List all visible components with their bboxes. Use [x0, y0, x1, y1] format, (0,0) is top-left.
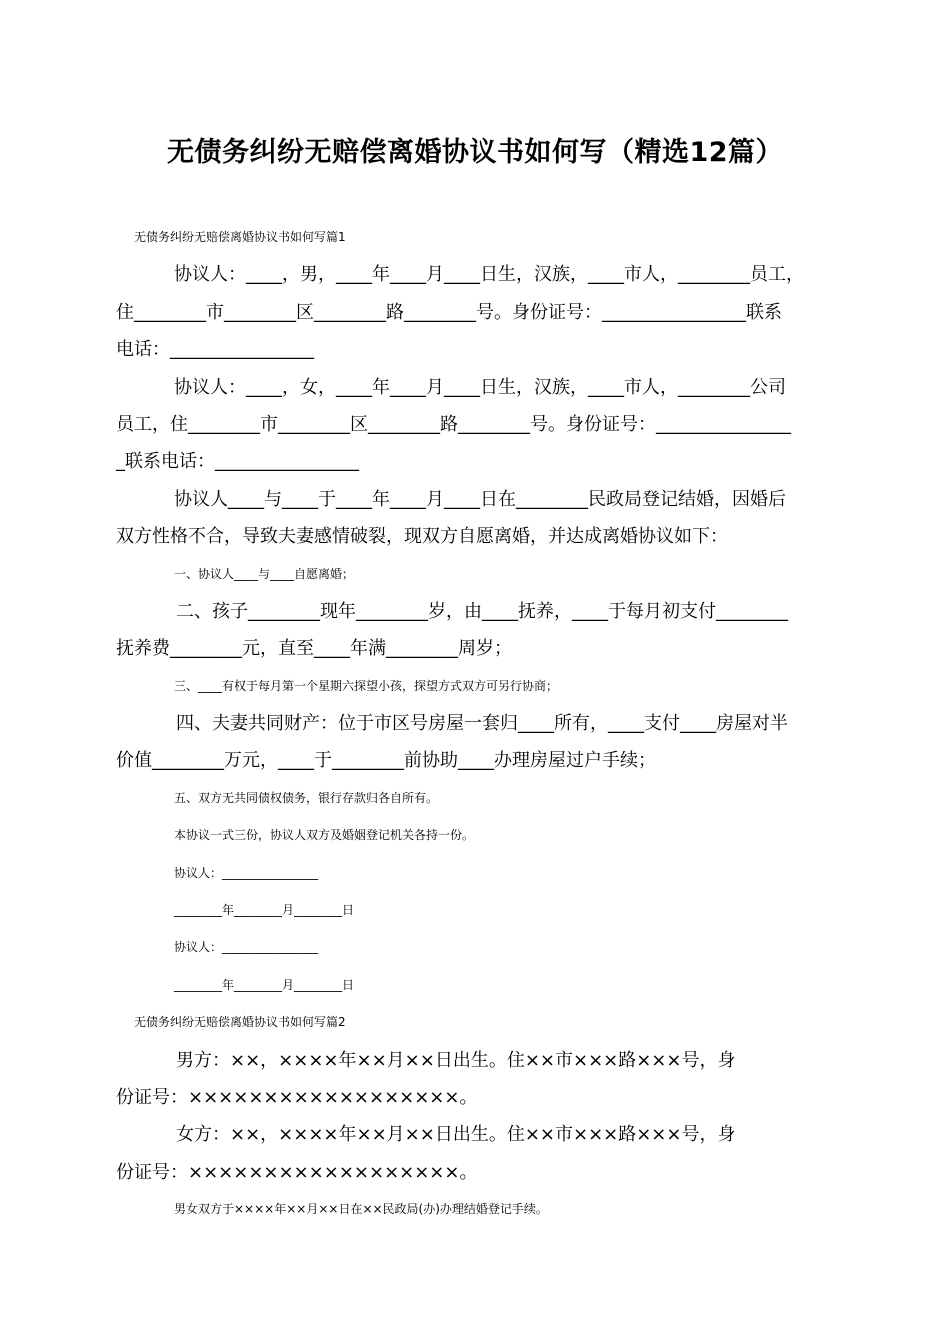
line-text: 协议人：____，男，____年____月____日生，汉族，____市人，________员工， [174, 264, 804, 286]
paragraph-line: 本协议一式三份，协议人双方及婚姻登记机关各持一份。 [174, 828, 475, 843]
paragraph-line: 份证号：××××××××××××××××××。 [116, 1086, 478, 1108]
line-text: 员工，住________市________区________路________号。身份证号：_______________ [116, 413, 791, 435]
paragraph-line [116, 294, 836, 331]
line-text: 四、夫妻共同财产：位于市区号房屋一套归____所有，____支付____房屋对半 [176, 713, 788, 735]
date-line: ________年________月________日 [174, 903, 355, 918]
line-text: 住________市________区________路________号。身份证号：________________联系 [116, 301, 782, 323]
signature-line: 协议人：________________ [174, 940, 319, 955]
line-text: 男方：××，××××年××月××日出生。住××市×××路×××号，身 [176, 1049, 736, 1071]
paragraph-line [116, 1116, 836, 1153]
line-text: 二、孩子________现年________岁，由____抚养，____于每月初支付________ [176, 600, 788, 622]
paragraph-line [116, 406, 836, 443]
clause-line [116, 705, 836, 742]
paragraph-line: 男女双方于××××年××月××日在××民政局(办)办理结婚登记手续。 [174, 1202, 548, 1217]
document-body [116, 219, 836, 1229]
signature-line: 协议人：________________ [174, 865, 319, 880]
clause-line [116, 593, 836, 630]
paragraph-line [116, 1042, 836, 1079]
line-text: 协议人____与____于____年____月____日在________民政局登记结婚，因婚后 [174, 488, 786, 510]
paragraph-line: 双方性格不合，导致夫妻感情破裂，现双方自愿离婚，并达成离婚协议如下： [116, 526, 728, 548]
paragraph-line: 抚养费________元，直至____年满________周岁； [116, 638, 512, 660]
document-title: 无债务纠纷无赔偿离婚协议书如何写（精选12篇） [166, 137, 784, 168]
paragraph-line [116, 256, 836, 293]
clause-line: 一、协议人____与____自愿离婚； [174, 566, 355, 581]
section-heading: 无债务纠纷无赔偿离婚协议书如何写篇2 [134, 1015, 346, 1030]
paragraph-line: _联系电话：________________ [116, 451, 359, 473]
section-heading: 无债务纠纷无赔偿离婚协议书如何写篇1 [134, 230, 346, 244]
line-text: 女方：××，××××年××月××日出生。住××市×××路×××号，身 [176, 1124, 736, 1146]
clause-line: 三、____有权于每月第一个星期六探望小孩，探望方式双方可另行协商； [174, 678, 559, 693]
line-text: 协议人：____，女，____年____月____日生，汉族，____市人，________公司 [174, 376, 786, 398]
paragraph-line [116, 369, 836, 406]
paragraph-line [116, 481, 836, 518]
date-line: ________年________月________日 [174, 977, 355, 992]
clause-line: 五、双方无共同债权债务，银行存款归各自所有。 [174, 790, 439, 805]
paragraph-line: 份证号：××××××××××××××××××。 [116, 1161, 478, 1183]
paragraph-line: 电话：________________ [116, 339, 314, 361]
paragraph-line: 价值________万元，____于________前协助____办理房屋过户手续； [116, 750, 656, 772]
